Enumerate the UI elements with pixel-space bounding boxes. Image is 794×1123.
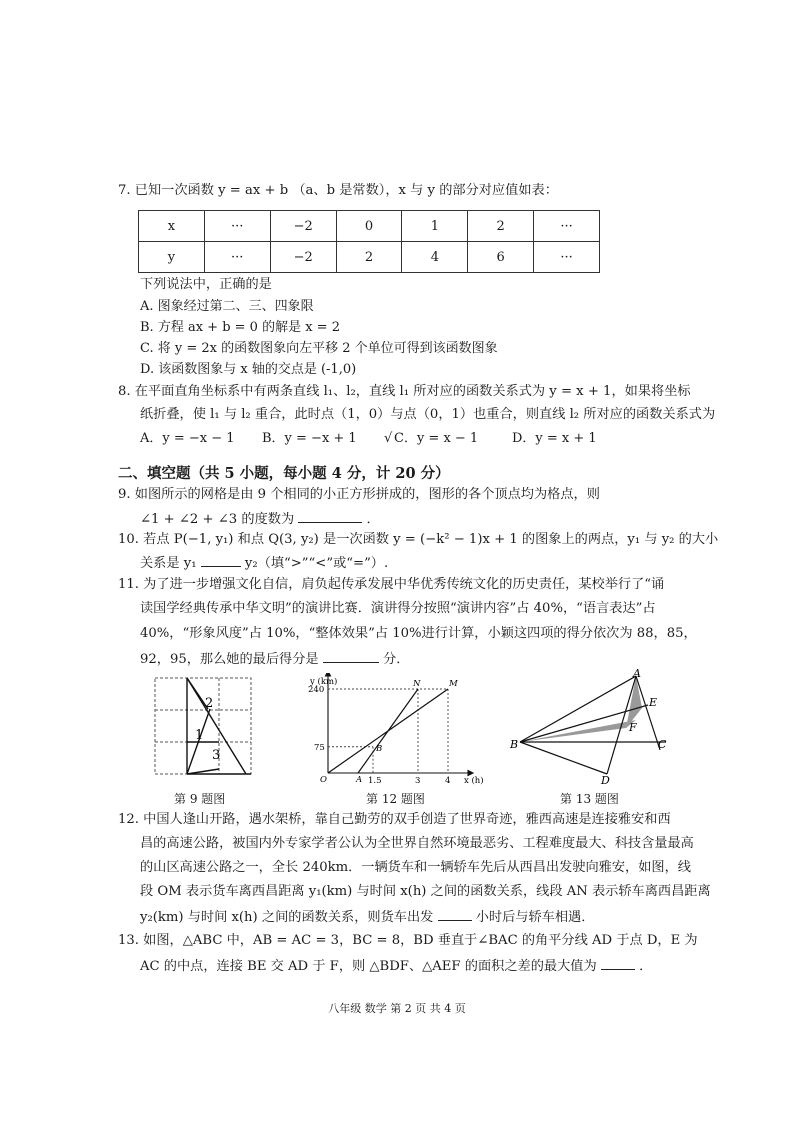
q13-text-a: AC 的中点，连接 BE 交 AD 于 F，则 △BDF、△AEF 的面积之差的最大值为 — [140, 959, 597, 974]
q12-line5 — [140, 907, 594, 927]
table-cell: ··· — [204, 242, 270, 273]
q10-answer-blank[interactable] — [201, 553, 241, 567]
q7-stem: 7. 已知一次函数 y = ax + b （a、b 是常数），x 与 y 的部分对应值如表： — [118, 183, 558, 198]
fig13-caption: 第 13 题图 — [560, 792, 619, 806]
fig9-angle-1: 1 — [195, 728, 204, 743]
q7-option-d: D. 该函数图象与 x 轴的交点是 (-1,0) — [140, 362, 357, 377]
q12-line4: 段 OM 表示货车离西昌距离 y₁(km) 与时间 x(h) 之间的函数关系，线段 AN 表示轿车离西昌距离 — [140, 884, 711, 899]
fig13-point-A: A — [633, 668, 641, 680]
q11-text-a: 92，95，那么她的最后得分是 — [140, 652, 319, 667]
fig12-x-arrow — [468, 771, 473, 776]
q10-text-a: 关系是 y₁ — [140, 556, 197, 571]
table-cell: −2 — [270, 242, 336, 273]
q7-prompt: 下列说法中，正确的是 — [140, 277, 272, 292]
q13-answer-blank[interactable] — [601, 956, 635, 970]
table-cell: y — [139, 242, 205, 273]
table-cell: x — [139, 211, 205, 242]
section-title-fill-in: 二、填空题（共 5 小题，每小题 4 分，计 20 分） — [118, 465, 450, 482]
fig12-series-AN — [358, 689, 418, 773]
q7-option-c: C. 将 y = 2x 的函数图象向左平移 2 个单位可得到该函数图象 — [140, 341, 498, 356]
q8-line2: 纸折叠，使 l₁ 与 l₂ 重合，此时点（1，0）与点（0，1）也重合，则直线 l₂ 所对应的函数关系式为 — [140, 407, 716, 422]
q12-line3: 的山区高速公路之一，全长 240km．一辆货车和一辆轿车先后从西昌出发驶向雅安，如图，线 — [140, 860, 691, 875]
fig9-caption: 第 9 题图 — [174, 792, 226, 806]
fig13-point-C: C — [658, 738, 667, 751]
table-cell: 2 — [336, 242, 402, 273]
fig12-y-arrow — [326, 673, 331, 676]
q11-line1: 11. 为了进一步增强文化自信，肩负起传承发展中华优秀传统文化的历史责任，某校举行了“诵 — [118, 577, 665, 592]
fig12-x-tick-1-5: 1.5 — [368, 776, 382, 785]
table-cell: ··· — [534, 242, 600, 273]
table-cell: −2 — [270, 211, 336, 242]
table-cell: ··· — [534, 211, 600, 242]
q11-text-b: 分． — [383, 652, 410, 667]
fig12-point-O: O — [320, 775, 327, 785]
q11-line4 — [140, 649, 409, 669]
fig9-angle-3: 3 — [212, 748, 221, 763]
q11-line3: 40%，“形象风度”占 10%，“整体效果”占 10%进行计算，小颖这四项的得分依次为 88，85， — [140, 626, 697, 641]
fig12-caption: 第 12 题图 — [366, 792, 425, 806]
fig13-point-B: B — [510, 738, 519, 751]
table-cell: 1 — [402, 211, 468, 242]
table-row — [139, 211, 600, 242]
q12-text-b: 小时后与轿车相遇． — [475, 910, 595, 925]
table-cell: 6 — [468, 242, 534, 273]
fig12-point-B: B — [376, 743, 383, 754]
q10-line1: 10. 若点 P(−1, y₁) 和点 Q(3, y₂) 是一次函数 y = (−k² − 1)x + 1 的图象上的两点，y₁ 与 y₂ 的大小 — [118, 532, 719, 547]
q7-option-a: A. 图象经过第二、三、四象限 — [140, 299, 314, 314]
q9-text: ∠1 + ∠2 + ∠3 的度数为 — [140, 512, 295, 527]
table-cell: ··· — [204, 211, 270, 242]
q12-answer-blank[interactable] — [438, 907, 472, 921]
q9-end: ． — [366, 512, 380, 527]
q9-line1: 9. 如图所示的网格是由 9 个相同的小正方形拼成的，图形的各个顶点均为格点，则 — [118, 487, 600, 502]
table-row — [139, 242, 600, 273]
fig12-point-N: N — [413, 679, 421, 689]
q13-line1: 13. 如图，△ABC 中，AB = AC = 3，BC = 8，BD 垂直于∠BAC 的角平分线 AD 于点 D，E 为 — [118, 933, 698, 948]
fig12-y-tick-75: 75 — [314, 742, 325, 753]
q12-text-a: y₂(km) 与时间 x(h) 之间的函数关系，则货车出发 — [140, 910, 434, 925]
table-cell: 4 — [402, 242, 468, 273]
fig13-triangle-figure — [508, 668, 678, 786]
q8-answer-mark: √ — [384, 431, 393, 446]
fig13-point-D: D — [601, 774, 610, 786]
fig12-chart — [306, 673, 486, 785]
q9-answer-blank[interactable] — [298, 509, 362, 523]
q12-line2: 昌的高速公路，被国内外专家学者公认为全世界自然环境最恶劣、工程难度最大、科技含量最高 — [140, 836, 694, 851]
fig13-point-F: F — [629, 721, 637, 734]
fig12-point-A: A — [356, 775, 363, 785]
q8-option-a: A．y = −x − 1 — [140, 431, 235, 446]
table-cell: 0 — [336, 211, 402, 242]
page-footer: 八年级 数学 第 2 页 共 4 页 — [328, 1002, 466, 1015]
q13-line2 — [140, 956, 652, 976]
q8-line1: 8. 在平面直角坐标系中有两条直线 l₁、l₂，直线 l₁ 所对应的函数关系式为 y = x + 1，如果将坐标 — [118, 384, 691, 399]
fig13-point-E: E — [649, 696, 658, 709]
fig12-point-M: M — [449, 679, 458, 689]
table-cell: 2 — [468, 211, 534, 242]
fig12-x-tick-4: 4 — [445, 776, 451, 785]
q7-option-b: B. 方程 ax + b = 0 的解是 x = 2 — [140, 320, 340, 335]
q11-answer-blank[interactable] — [323, 649, 379, 663]
q10-text-b: y₂（填“>”“<”或“=”）. — [244, 556, 389, 571]
q9-line2 — [140, 509, 380, 529]
q11-line2: 读国学经典传承中华文明”的演讲比赛．演讲得分按照“演讲内容”占 40%，“语言表达”占 — [140, 601, 656, 616]
q8-option-b: B．y = −x + 1 — [262, 431, 357, 446]
q13-text-b: ． — [639, 959, 653, 974]
fig9-grid-figure — [150, 673, 260, 783]
fig12-y-tick-240: 240 — [308, 685, 325, 695]
q12-line1: 12. 中国人逢山开路，遇水架桥，靠自己勤劳的双手创造了世界奇迹，雅西高速是连接雅安和西 — [118, 812, 671, 827]
fig12-x-tick-3: 3 — [415, 776, 421, 785]
fig12-x-axis-label: x (h) — [464, 776, 484, 785]
q7-value-table — [138, 210, 600, 273]
q10-line2 — [140, 553, 388, 573]
q8-option-d: D．y = x + 1 — [512, 431, 597, 446]
q8-option-c: C．y = x − 1 — [394, 431, 479, 446]
fig12-y-axis-label: y (km) — [310, 677, 338, 687]
fig9-angle-2: 2 — [205, 696, 214, 711]
